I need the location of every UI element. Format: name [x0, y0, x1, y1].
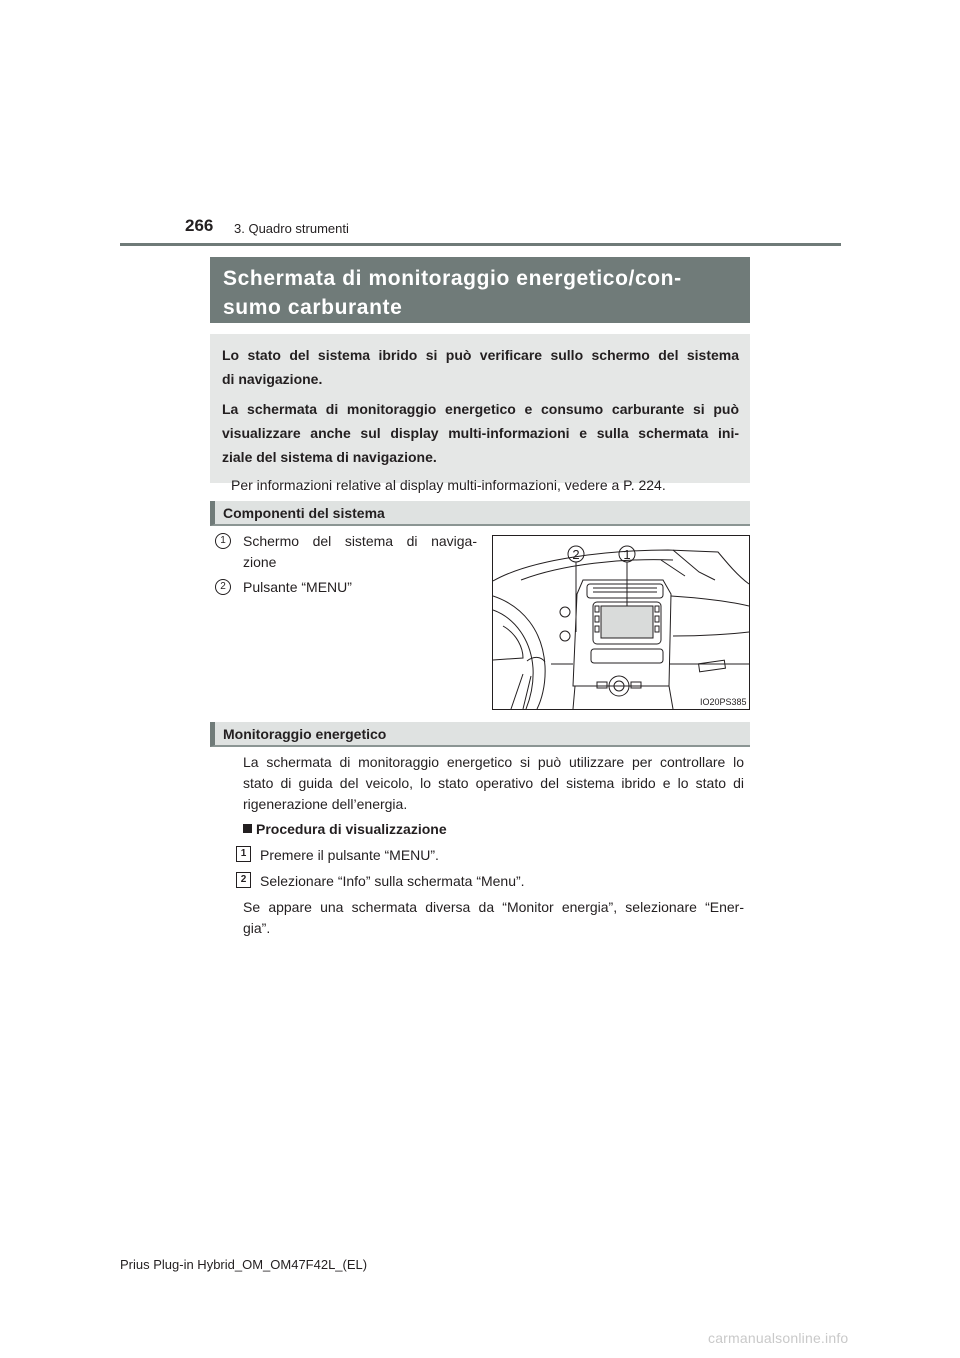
callout-2: 2 [572, 547, 580, 562]
components-heading: Componenti del sistema [210, 501, 750, 526]
energy-para-line-2: stato di guida del veicolo, lo stato operativo del sistema ibrido e lo stato di [243, 775, 744, 791]
energy-para-line-3: rigenerazione dell’energia. [243, 796, 408, 812]
section-title-box [210, 257, 750, 323]
intro-p2-line-2: visualizzare anche sul display multi-informazioni e sulla schermata ini- [222, 425, 739, 441]
intro-paragraph-2 [222, 397, 739, 469]
chapter-title: 3. Quadro strumenti [234, 221, 349, 236]
bullet-square [243, 824, 252, 833]
dashboard-drawing [493, 536, 749, 709]
procedure-title: Procedura di visualizzazione [256, 821, 447, 837]
component-2-label: Pulsante “MENU” [243, 579, 352, 595]
section-title-line-2: sumo carburante [223, 296, 403, 319]
page-number: 266 [185, 216, 214, 235]
step-2-text: Selezionare “Info” sulla schermata “Menu”. [260, 873, 525, 889]
energy-para-line-1: La schermata di monitoraggio energetico si può utilizzare per controllare lo [243, 754, 744, 770]
step-1-text: Premere il pulsante “MENU”. [260, 847, 439, 863]
energy-note-line-1: Se appare una schermata diversa da “Monitor energia”, selezionare “Ener- [243, 899, 744, 915]
energy-heading: Monitoraggio energetico [210, 722, 750, 747]
section-title-line-1: Schermata di monitoraggio energetico/con- [223, 267, 682, 290]
intro-p1-line-1: Lo stato del sistema ibrido si può verificare sullo schermo del sistema [222, 347, 739, 363]
illustration-code: IO20PS385 [700, 697, 747, 707]
callout-1: 1 [623, 547, 631, 562]
header-rule [120, 243, 841, 246]
component-1-line-2: zione [243, 554, 277, 570]
step-number-2: 2 [236, 872, 251, 888]
intro-p2-line-1: La schermata di monitoraggio energetico e consumo carburante si può [222, 401, 739, 417]
intro-note: Per informazioni relative al display multi-informazioni, vedere a P. 224. [231, 477, 666, 493]
component-1-line-1: Schermo del sistema di naviga- [243, 533, 477, 549]
intro-paragraph-1 [222, 343, 739, 391]
step-number-1: 1 [236, 846, 251, 862]
component-number-1: 1 [215, 533, 231, 549]
intro-p2-line-3: ziale del sistema di navigazione. [222, 449, 437, 465]
intro-box [210, 334, 750, 493]
intro-p1-line-2: di navigazione. [222, 371, 323, 387]
dashboard-illustration [492, 535, 750, 710]
component-number-2: 2 [215, 579, 231, 595]
energy-note-line-2: gia”. [243, 920, 271, 936]
watermark: carmanualsonline.info [708, 1330, 849, 1346]
footer-doc-id: Prius Plug-in Hybrid_OM_OM47F42L_(EL) [120, 1257, 368, 1272]
